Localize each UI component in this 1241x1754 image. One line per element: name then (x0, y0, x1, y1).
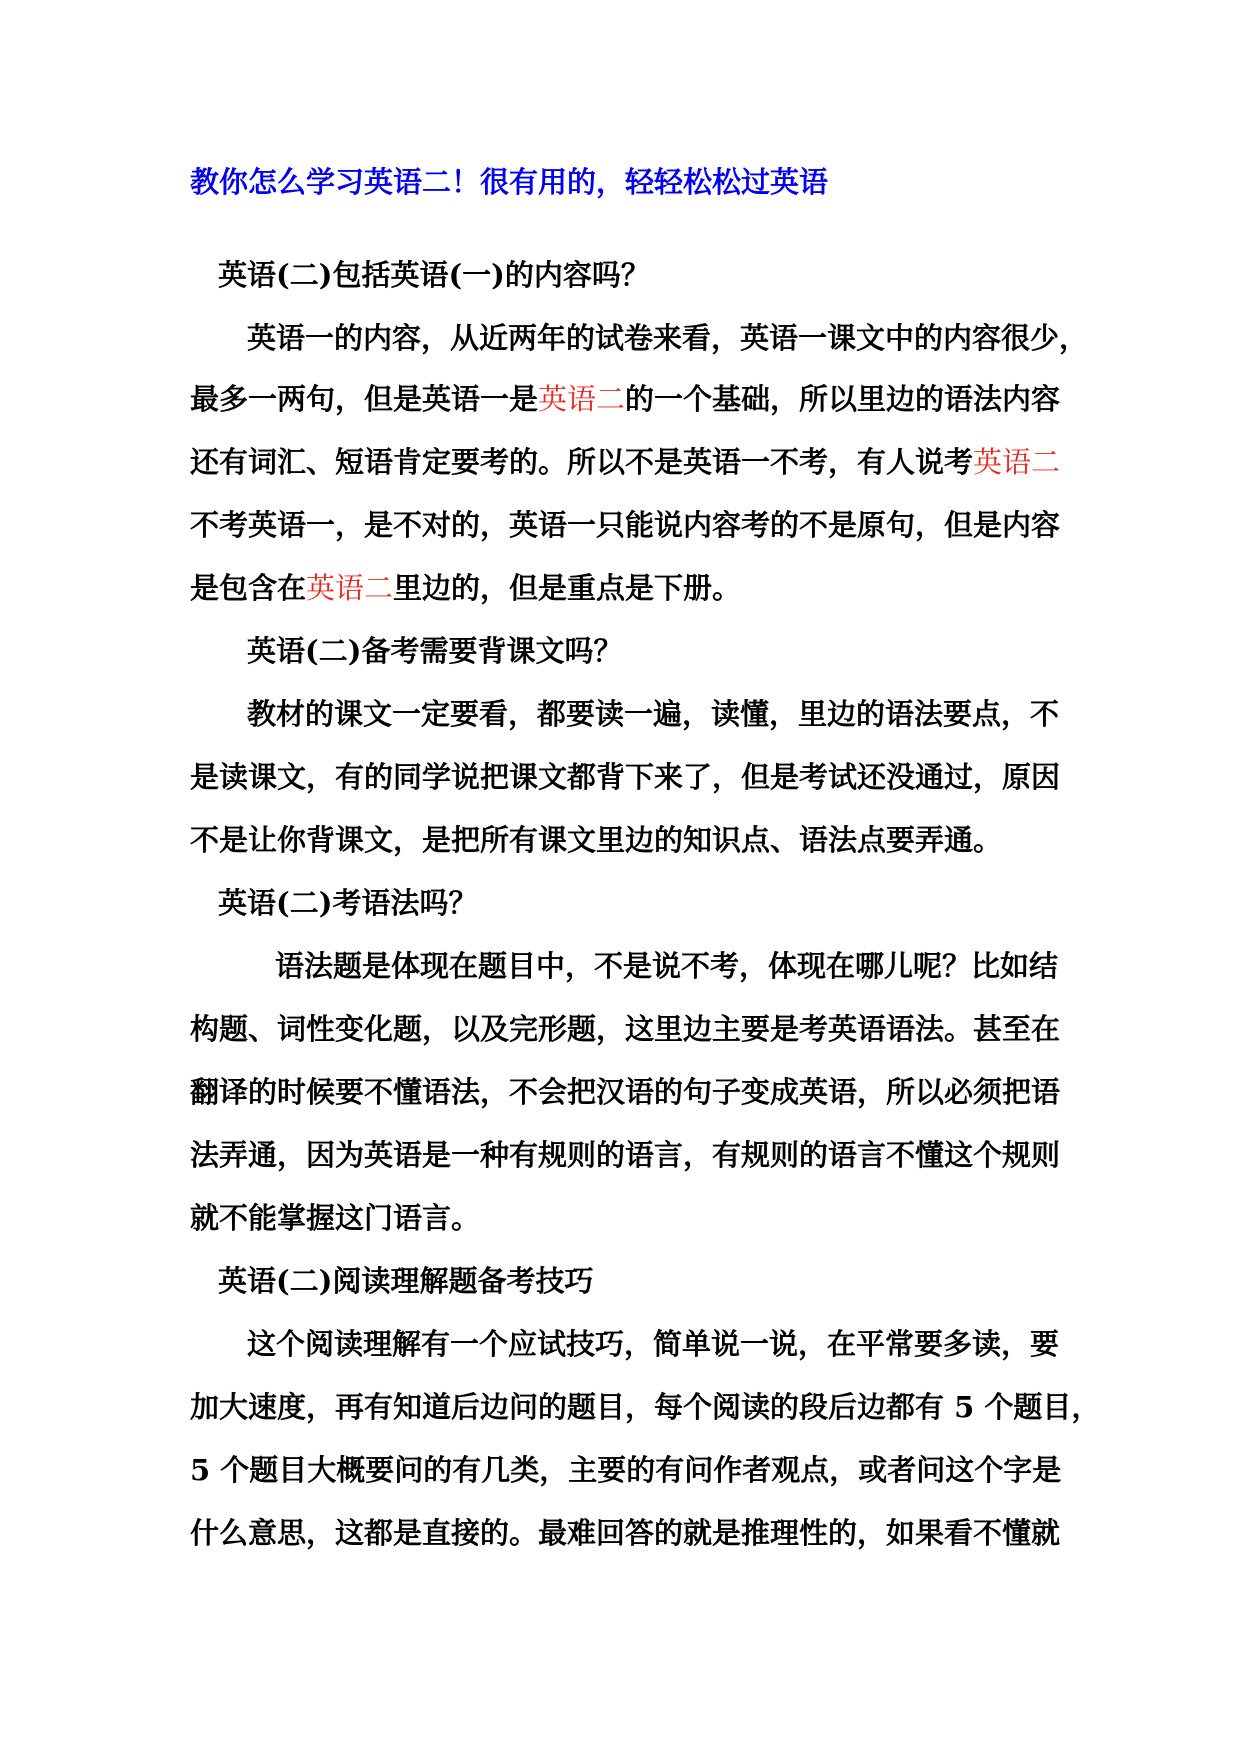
highlighted-term: 英语二 (538, 382, 626, 416)
highlighted-term: 英语二 (973, 445, 1061, 479)
section-heading-1: 英语(二)包括英语(一)的内容吗？ (218, 258, 650, 292)
text-run: 是包含在 (190, 571, 307, 605)
paragraph-line (190, 377, 1060, 421)
paragraph-line (190, 566, 741, 610)
paragraph-line: 什么意思，这都是直接的。最难回答的就是推理性的，如果看不懂就 (190, 1516, 1061, 1550)
paragraph-line: 加大速度，再有知道后边问的题目，每个阅读的段后边都有 5 个题目， (190, 1390, 1101, 1424)
section-heading-3: 英语(二)考语法吗？ (218, 886, 478, 920)
text-run: 最多一两句，但是英语一是 (190, 382, 539, 416)
document-title: 教你怎么学习英语二！很有用的，轻轻松松过英语 (190, 165, 829, 199)
paragraph-line: 构题、词性变化题，以及完形题，这里边主要是考英语语法。甚至在 (190, 1012, 1061, 1046)
paragraph-line: 翻译的时候要不懂语法，不会把汉语的句子变成英语，所以必须把语 (190, 1075, 1061, 1109)
paragraph-line: 教材的课文一定要看，都要读一遍，读懂，里边的语法要点，不 (247, 697, 1060, 731)
paragraph-line: 5 个题目大概要问的有几类，主要的有问作者观点，或者问这个字是 (190, 1453, 1062, 1487)
paragraph-line: 语法题是体现在题目中，不是说不考，体现在哪儿呢？比如结 (275, 949, 1059, 983)
section-heading-4: 英语(二)阅读理解题备考技巧 (218, 1264, 594, 1298)
paragraph-line: 不是让你背课文，是把所有课文里边的知识点、语法点要弄通。 (190, 823, 1003, 857)
paragraph-line: 法弄通，因为英语是一种有规则的语言，有规则的语言不懂这个规则 (190, 1138, 1061, 1172)
paragraph-line: 就不能掌握这门语言。 (190, 1201, 481, 1235)
text-run: 还有词汇、短语肯定要考的。所以不是英语一不考，有人说考 (190, 445, 974, 479)
text-run: 的一个基础，所以里边的语法内容 (625, 382, 1061, 416)
paragraph-line: 不考英语一，是不对的，英语一只能说内容考的不是原句，但是内容 (190, 508, 1061, 542)
section-heading-2: 英语(二)备考需要背课文吗？ (247, 634, 623, 668)
paragraph-line (190, 440, 1060, 484)
text-run: 里边的，但是重点是下册。 (393, 571, 742, 605)
paragraph-line: 英语一的内容，从近两年的试卷来看，英语一课文中的内容很少， (247, 321, 1089, 355)
highlighted-term: 英语二 (306, 571, 394, 605)
paragraph-line: 这个阅读理解有一个应试技巧，简单说一说，在平常要多读，要 (247, 1327, 1060, 1361)
paragraph-line: 是读课文，有的同学说把课文都背下来了，但是考试还没通过，原因 (190, 760, 1061, 794)
